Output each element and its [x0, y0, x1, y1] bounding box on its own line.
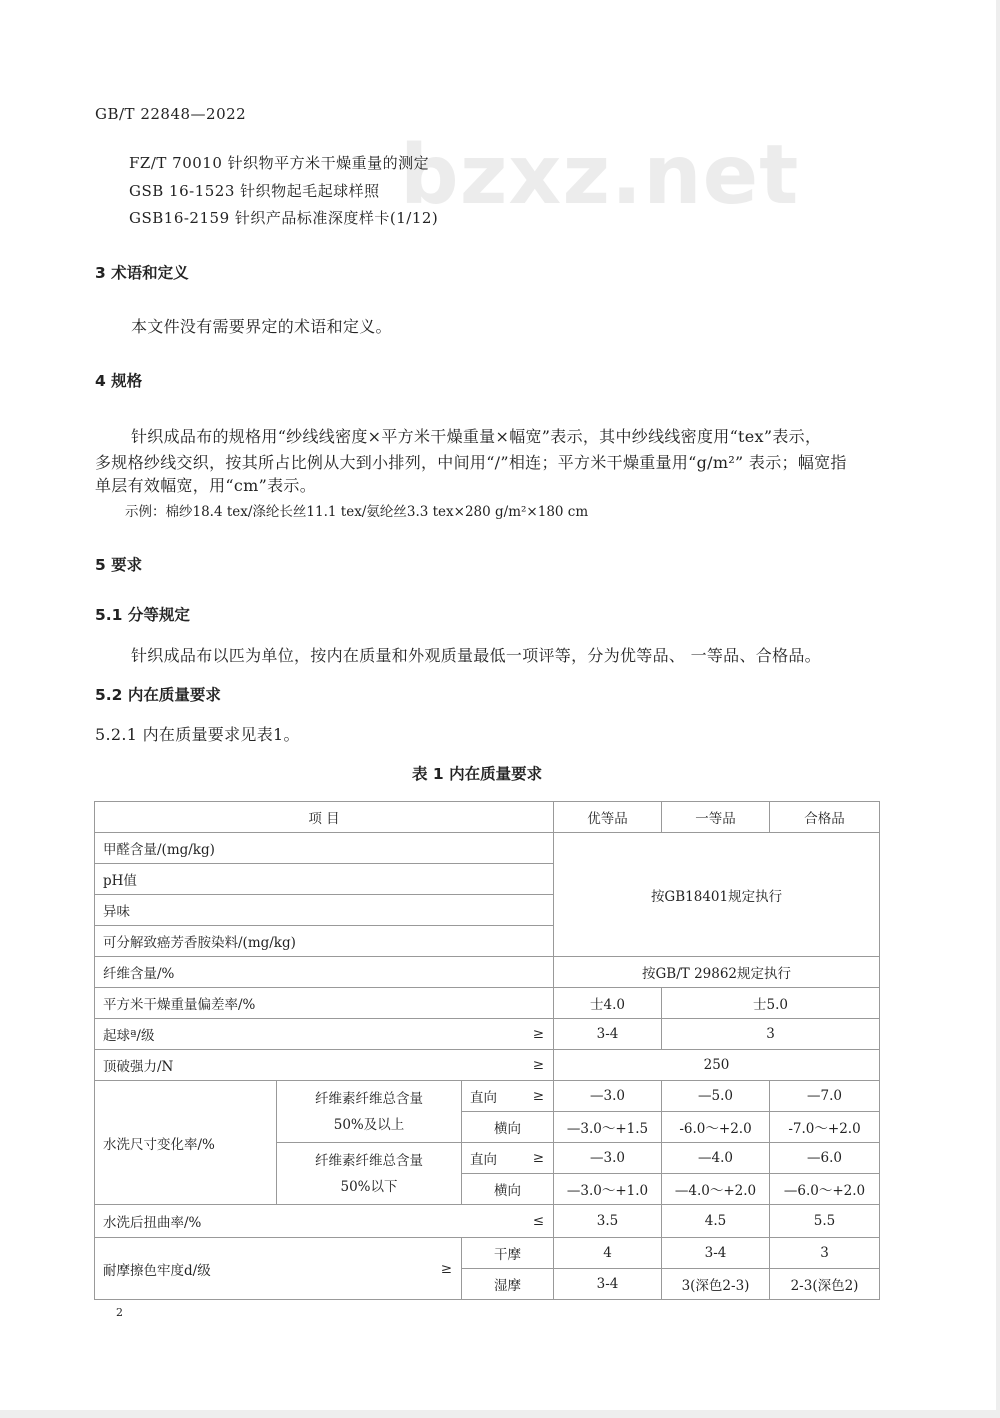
table-row: [95, 1081, 880, 1112]
condition-label: 纤维素纤维总含量 50%及以上: [277, 1081, 462, 1143]
cell-value: 3: [770, 1238, 880, 1269]
table-header-row: [95, 802, 880, 833]
row-label: 水洗后扭曲率/% ≤: [95, 1205, 554, 1238]
reference-line: GSB16-2159 针织产品标准深度样卡(1/12): [129, 209, 439, 227]
cell-value: 4: [554, 1238, 662, 1269]
paragraph-line: 针织成品布的规格用“纱线线密度×平方米干燥重量×幅宽”表示，其中纱线线密度用“tex”表示，: [131, 427, 822, 446]
cell-value: —4.0～+2.0: [662, 1174, 770, 1205]
paragraph-line: 单层有效幅宽，用“cm”表示。: [95, 476, 316, 495]
paragraph: 针织成品布以匹为单位，按内在质量和外观质量最低一项评等，分为优等品、 一等品、合格品。: [131, 646, 821, 665]
cell-value: —7.0: [770, 1081, 880, 1112]
cell-value: -6.0～+2.0: [662, 1112, 770, 1143]
header-grade: 优等品: [554, 802, 662, 833]
page-number: 2: [116, 1306, 123, 1319]
condition-label: 干摩: [462, 1238, 554, 1269]
watermark: bzxz.net: [400, 128, 800, 223]
paragraph: 本文件没有需要界定的术语和定义。: [131, 317, 392, 336]
symbol-ge: ≥: [532, 1088, 545, 1104]
cell-value: —3.0: [554, 1143, 662, 1174]
row-label: 异味: [95, 895, 554, 926]
row-label: 起球ª/级 ≥: [95, 1019, 554, 1050]
header-item: 项 目: [95, 802, 554, 833]
direction-label: 直向 ≥: [462, 1143, 554, 1174]
section-heading: 3 术语和定义: [95, 264, 189, 282]
cell-value: —5.0: [662, 1081, 770, 1112]
cell-value: 3-4: [554, 1019, 662, 1050]
merged-value: 按GB/T 29862规定执行: [554, 957, 880, 988]
table-caption: 表 1 内在质量要求: [412, 765, 543, 783]
cell-value: —3.0～+1.0: [554, 1174, 662, 1205]
cell-value: 3: [662, 1019, 880, 1050]
cell-value: —6.0: [770, 1143, 880, 1174]
paragraph-line: 多规格纱线交织，按其所占比例从大到小排列，中间用“/”相连；平方米干燥重量用“g/m²” 表示；幅宽指: [95, 453, 847, 472]
section-heading: 4 规格: [95, 372, 143, 390]
row-label: 水洗尺寸变化率/%: [95, 1081, 277, 1205]
direction-label: 横向: [462, 1112, 554, 1143]
condition-label: 湿摩: [462, 1269, 554, 1300]
symbol-le: ≤: [532, 1213, 545, 1229]
subsection-heading: 5.1 分等规定: [95, 606, 190, 624]
section-heading: 5 要求: [95, 556, 143, 574]
table-row: [95, 1205, 880, 1238]
cell-value: 士4.0: [554, 988, 662, 1019]
merged-value: 按GB18401规定执行: [554, 833, 880, 957]
cell-value: -7.0～+2.0: [770, 1112, 880, 1143]
row-label: 平方米干燥重量偏差率/%: [95, 988, 554, 1019]
row-label: 纤维含量/%: [95, 957, 554, 988]
symbol-ge: ≥: [532, 1150, 545, 1166]
cell-value: —4.0: [662, 1143, 770, 1174]
cell-value: 5.5: [770, 1205, 880, 1238]
symbol-ge: ≥: [440, 1260, 452, 1277]
cell-value: 士5.0: [662, 988, 880, 1019]
row-label: 耐摩擦色牢度d/级 ≥: [95, 1238, 462, 1300]
direction-label: 横向: [462, 1174, 554, 1205]
cell-value: 4.5: [662, 1205, 770, 1238]
merged-value: 250: [554, 1050, 880, 1081]
condition-label: 纤维素纤维总含量 50%以下: [277, 1143, 462, 1205]
cell-value: 3-4: [554, 1269, 662, 1300]
cell-value: 3.5: [554, 1205, 662, 1238]
table-row: [95, 1238, 880, 1269]
table-row: [95, 957, 880, 988]
symbol-ge: ≥: [532, 1057, 545, 1073]
table-row: [95, 1050, 880, 1081]
cell-value: —6.0～+2.0: [770, 1174, 880, 1205]
cell-value: 3-4: [662, 1238, 770, 1269]
table-row: [95, 988, 880, 1019]
row-label: 可分解致癌芳香胺染料/(mg/kg): [95, 926, 554, 957]
cell-value: 2-3(深色2): [770, 1269, 880, 1300]
reference-line: GSB 16-1523 针织物起毛起球样照: [129, 182, 380, 200]
quality-requirements-table: [94, 801, 880, 1300]
header-grade: 合格品: [770, 802, 880, 833]
header-grade: 一等品: [662, 802, 770, 833]
page-header: GB/T 22848—2022: [95, 105, 247, 123]
cell-value: —3.0: [554, 1081, 662, 1112]
table-row: [95, 833, 880, 864]
row-label: pH值: [95, 864, 554, 895]
subsection-heading: 5.2 内在质量要求: [95, 686, 221, 704]
table-row: [95, 1019, 880, 1050]
direction-label: 直向 ≥: [462, 1081, 554, 1112]
cell-value: 3(深色2-3): [662, 1269, 770, 1300]
cell-value: —3.0～+1.5: [554, 1112, 662, 1143]
example-line: 示例：棉纱18.4 tex/涤纶长丝11.1 tex/氨纶丝3.3 tex×280 g/m²×180 cm: [125, 504, 589, 520]
row-label: 甲醛含量/(mg/kg): [95, 833, 554, 864]
reference-line: FZ/T 70010 针织物平方米干燥重量的测定: [129, 154, 430, 172]
row-label: 顶破强力/N ≥: [95, 1050, 554, 1081]
clause-line: 5.2.1 内在质量要求见表1。: [95, 725, 300, 744]
symbol-ge: ≥: [532, 1026, 545, 1042]
